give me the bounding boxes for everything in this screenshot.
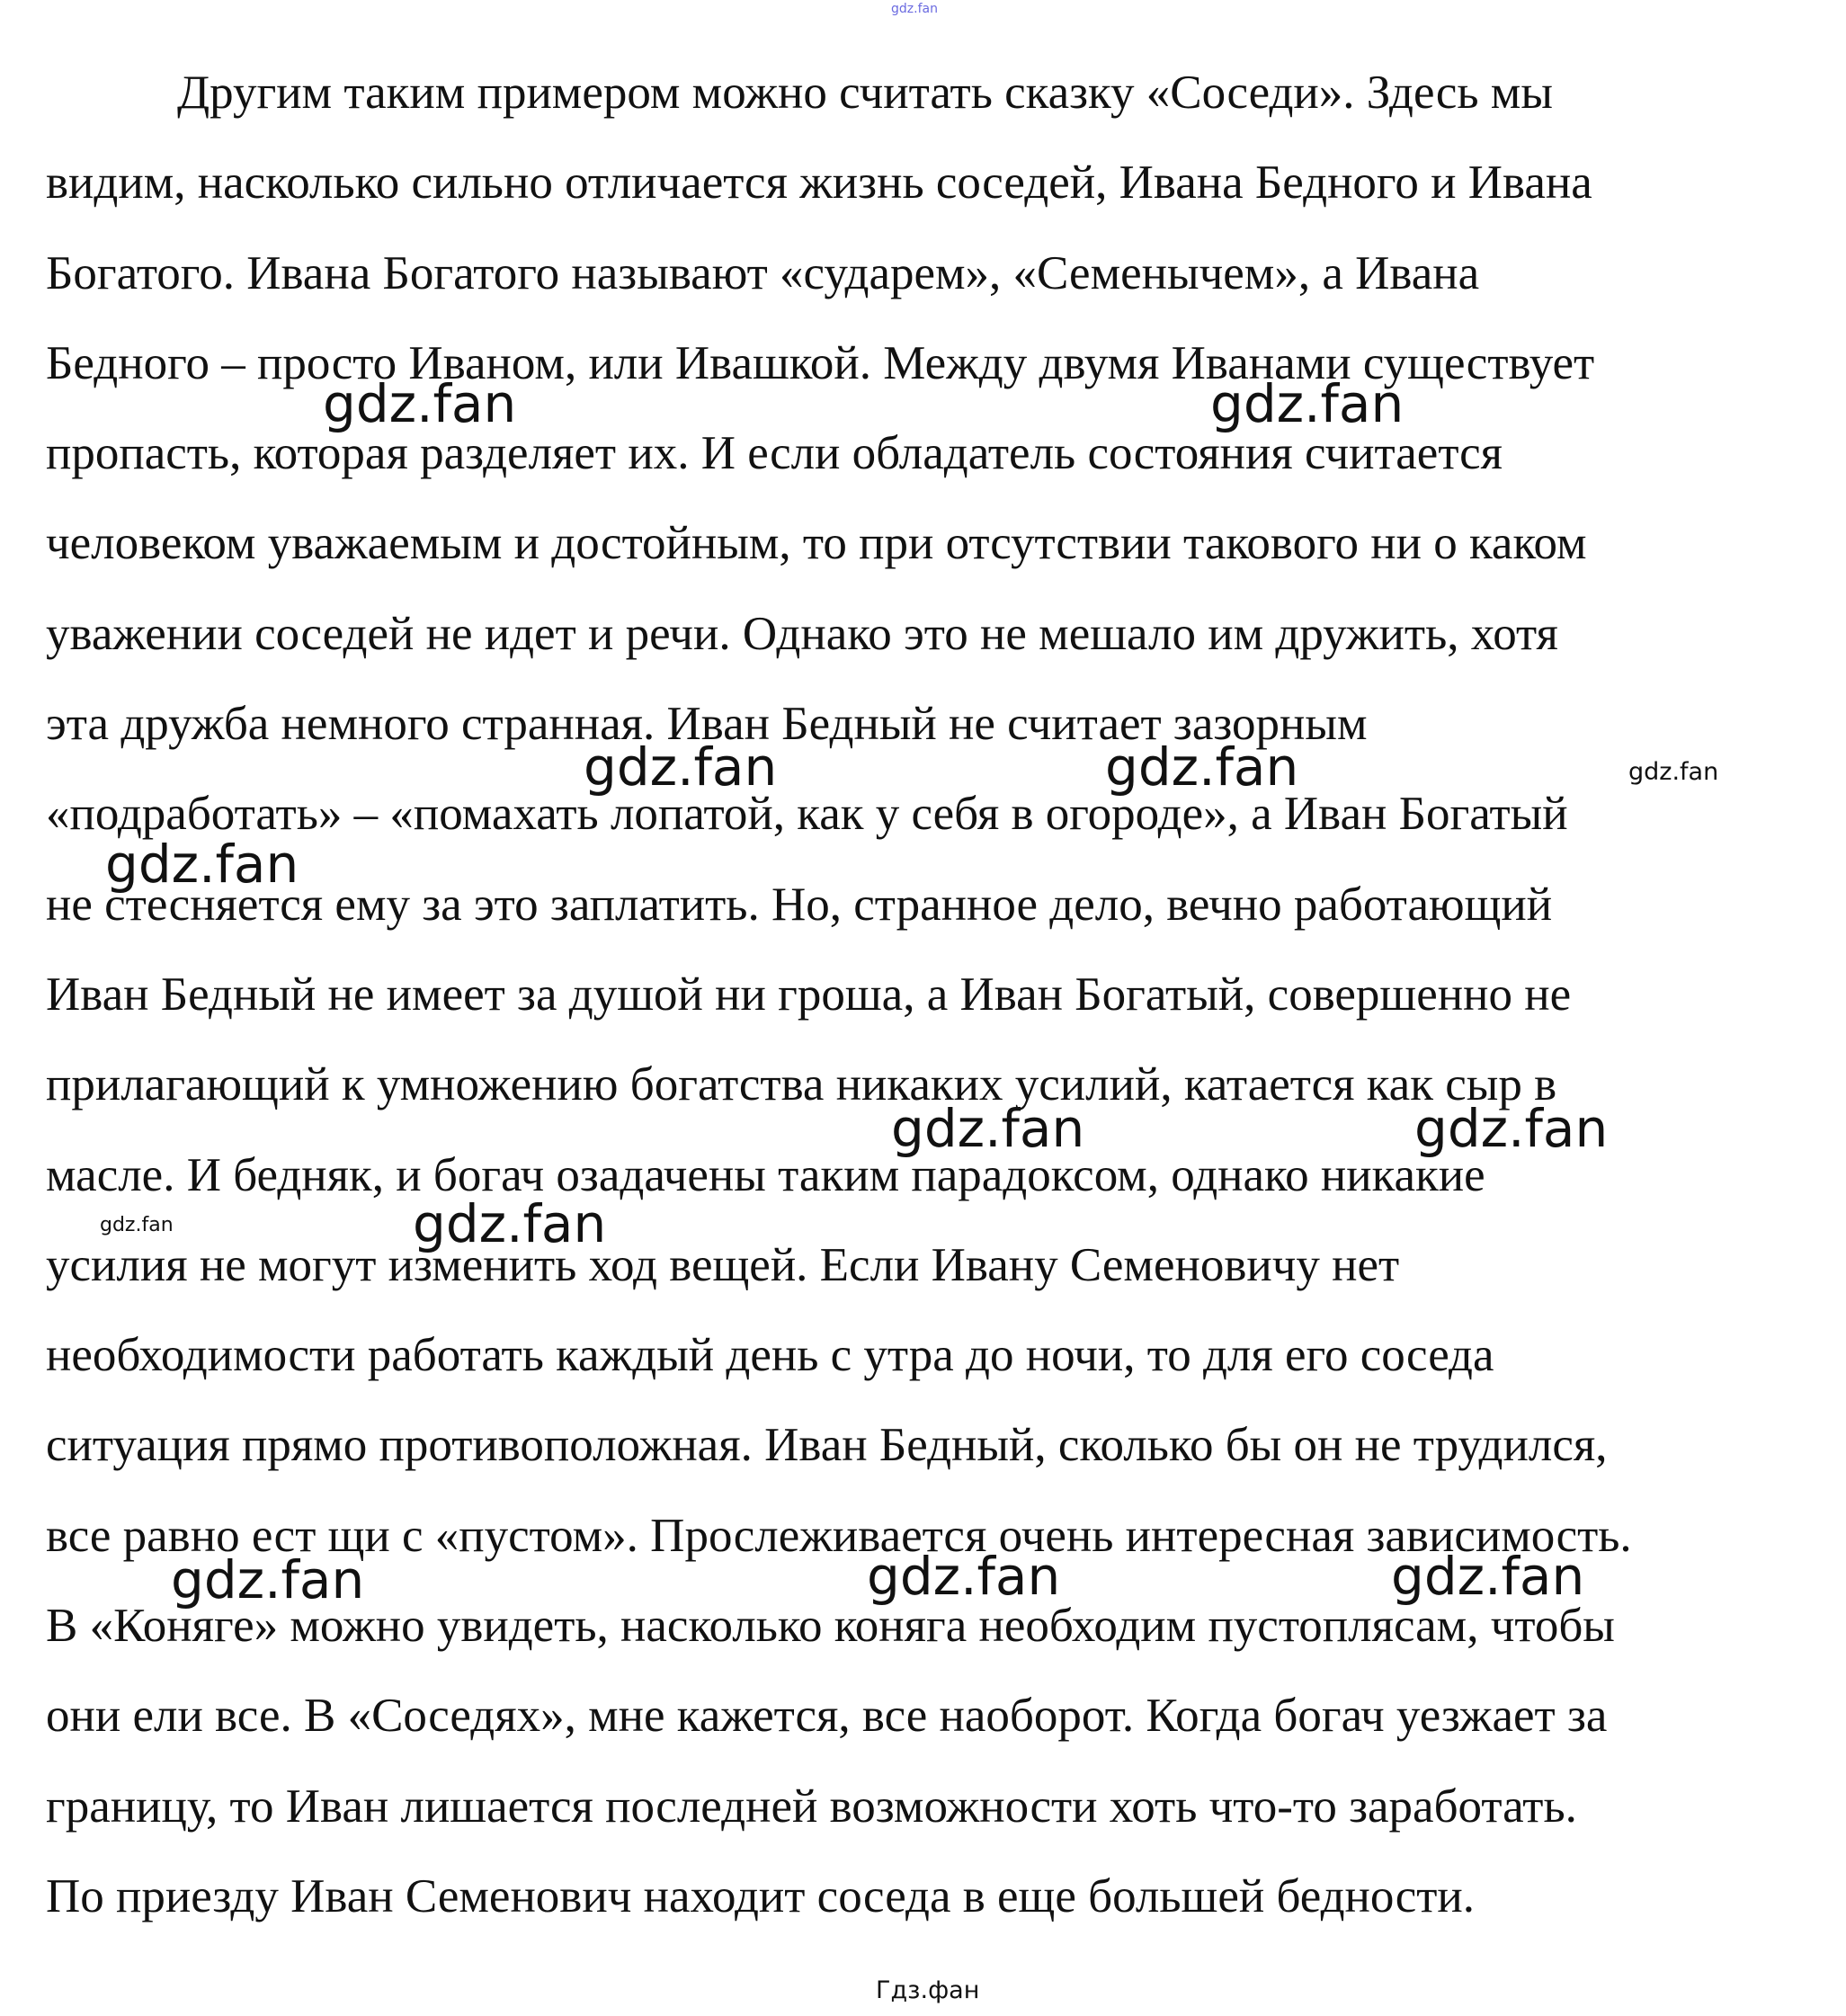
text-line: видим, насколько сильно отличается жизнь соседей, Ивана Бедного и Ивана [46, 156, 1592, 210]
footer-watermark: Гдз.фан [876, 1976, 980, 2004]
text-line: усилия не могут изменить ход вещей. Если Ивану Семеновичу нет [46, 1238, 1400, 1291]
watermark: gdz.fan [1105, 736, 1299, 798]
text-line: прилагающий к умножению богатства никаких усилий, катается как сыр в [46, 1058, 1557, 1111]
text-line: не стесняется ему за это заплатить. Но, странное дело, вечно работающий [46, 878, 1553, 931]
watermark: gdz.fan [100, 1214, 174, 1236]
text-line: они ели все. В «Соседях», мне кажется, все наоборот. Когда богач уезжает за [46, 1690, 1608, 1743]
watermark: gdz.fan [867, 1546, 1061, 1607]
watermark: gdz.fan [1210, 373, 1405, 434]
text-line: необходимости работать каждый день с утра до ночи, то для его соседа [46, 1329, 1494, 1382]
text-line: все равно ест щи с «пустом». Прослеживается очень интересная зависимость. [46, 1509, 1632, 1562]
watermark: gdz.fan [105, 834, 299, 895]
text-line: пропасть, которая разделяет их. И если обладатель состояния считается [46, 427, 1503, 480]
text-line: масле. И бедняк, и богач озадачены таким парадоксом, однако никакие [46, 1148, 1485, 1201]
text-line: По приезду Иван Семенович находит соседа в еще большей бедности. [46, 1869, 1476, 1922]
watermark: gdz.fan [584, 736, 778, 798]
watermark: gdz.fan [891, 1098, 1085, 1159]
watermark: gdz.fan [1628, 758, 1719, 786]
watermark: gdz.fan [413, 1193, 607, 1254]
text-line: уважении соседей не идет и речи. Однако это не мешало им дружить, хотя [46, 607, 1558, 660]
text-line: эта дружба немного странная. Иван Бедный не считает зазорным [46, 698, 1368, 751]
text-line: границу, то Иван лишается последней возможности хоть что-то заработать. [46, 1780, 1577, 1833]
text-line: «подработать» – «помахать лопатой, как у себя в огороде», а Иван Богатый [46, 788, 1568, 841]
text-line: Другим таким примером можно считать сказку «Соседи». Здесь мы [177, 67, 1553, 119]
text-line: ситуация прямо противоположная. Иван Бедный, сколько бы он не трудился, [46, 1419, 1608, 1472]
text-line: человеком уважаемым и достойным, то при отсутствии такового ни о каком [46, 517, 1587, 570]
document-body [46, 48, 1835, 1941]
text-line: Иван Бедный не имеет за душой ни гроша, а Иван Богатый, совершенно не [46, 968, 1572, 1021]
text-line: Богатого. Ивана Богатого называют «сударем», «Семенычем», а Ивана [46, 246, 1480, 299]
watermark: gdz.fan [1391, 1546, 1585, 1607]
watermark: gdz.fan [323, 373, 517, 434]
watermark-top: gdz.fan [891, 2, 938, 16]
text-line: Бедного – просто Иваном, или Ивашкой. Между двумя Иванами существует [46, 336, 1595, 389]
watermark: gdz.fan [171, 1549, 365, 1610]
watermark: gdz.fan [1414, 1098, 1609, 1159]
text-line: В «Коняге» можно увидеть, насколько коняга необходим пустоплясам, чтобы [46, 1600, 1615, 1653]
